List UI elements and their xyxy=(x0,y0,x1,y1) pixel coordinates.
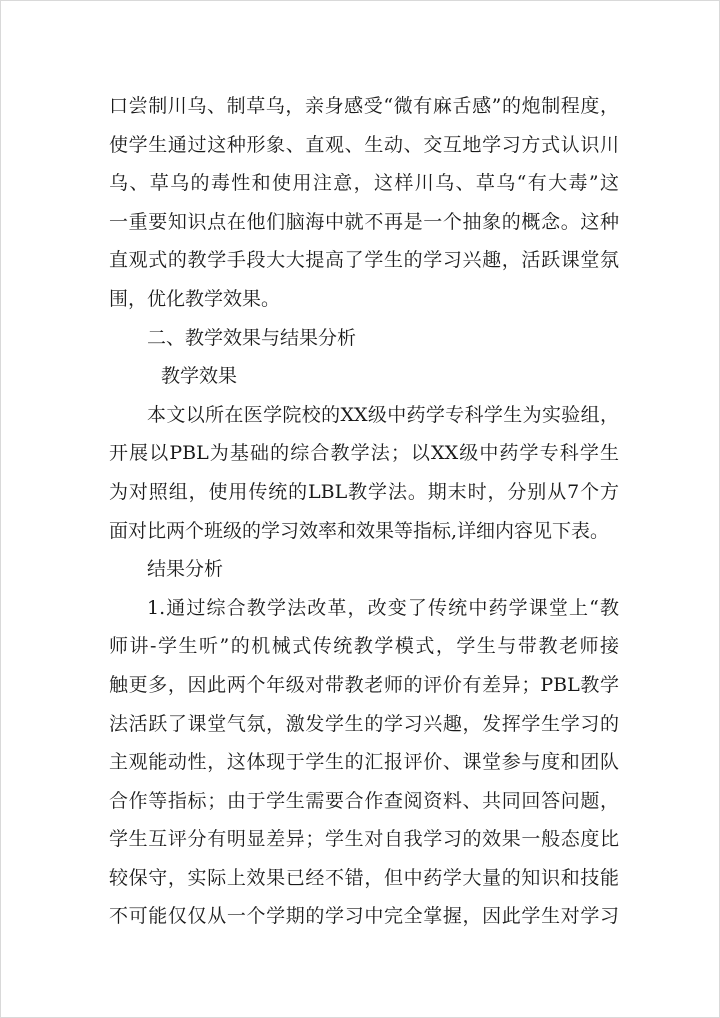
paragraph-line: 口尝制川乌、制草乌，亲身感受“微有麻舌感”的炮制程度， xyxy=(109,95,619,117)
paragraph-line: 不可能仅仅从一个学期的学习中完全掌握，因此学生对学习 xyxy=(109,905,619,928)
paragraph-line: 乌、草乌的毒性和使用注意，这样川乌、草乌“有大毒”这 xyxy=(109,172,619,195)
paragraph-line: 合作等指标；由于学生需要合作查阅资料、共同回答问题， xyxy=(109,789,619,812)
paragraph-line: 围，优化教学效果。 xyxy=(109,287,281,310)
document-body xyxy=(109,87,619,936)
paragraph-line: 师讲-学生听”的机械式传统教学模式，学生与带教老师接 xyxy=(109,635,619,658)
paragraph-line: 法活跃了课堂气氛，激发学生的学习兴趣，发挥学生学习的 xyxy=(109,712,619,735)
paragraph-line: 1.通过综合教学法改革，改变了传统中药学课堂上“教 xyxy=(147,596,619,619)
paragraph-line: 使学生通过这种形象、直观、生动、交互地学习方式认识川 xyxy=(109,133,619,156)
paragraph-line: 触更多，因此两个年级对带教老师的评价有差异；PBL教学 xyxy=(109,673,619,696)
paragraph-line: 开展以PBL为基础的综合教学法；以XX级中药学专科学生 xyxy=(109,442,619,465)
subsection-heading: 结果分析 xyxy=(147,558,224,581)
paragraph-line: 面对比两个班级的学习效率和效果等指标,详细内容见下表。 xyxy=(109,519,610,542)
section-heading: 二、教学效果与结果分析 xyxy=(147,326,357,349)
paragraph-line: 一重要知识点在他们脑海中就不再是一个抽象的概念。这种 xyxy=(109,210,619,233)
paragraph-line: 本文以所在医学院校的XX级中药学专科学生为实验组， xyxy=(147,403,619,426)
paragraph-line: 学生互评分有明显差异；学生对自我学习的效果一般态度比 xyxy=(109,828,619,851)
paragraph-line: 直观式的教学手段大大提高了学生的学习兴趣，活跃课堂氛 xyxy=(109,249,619,272)
paragraph-line: 较保守，实际上效果已经不错，但中药学大量的知识和技能 xyxy=(109,866,619,889)
paragraph-line: 为对照组，使用传统的LBL教学法。期末时，分别从7个方 xyxy=(109,480,619,503)
paragraph-line: 主观能动性，这体现于学生的汇报评价、课堂参与度和团队 xyxy=(109,751,619,774)
subsection-heading: 教学效果 xyxy=(161,365,238,388)
